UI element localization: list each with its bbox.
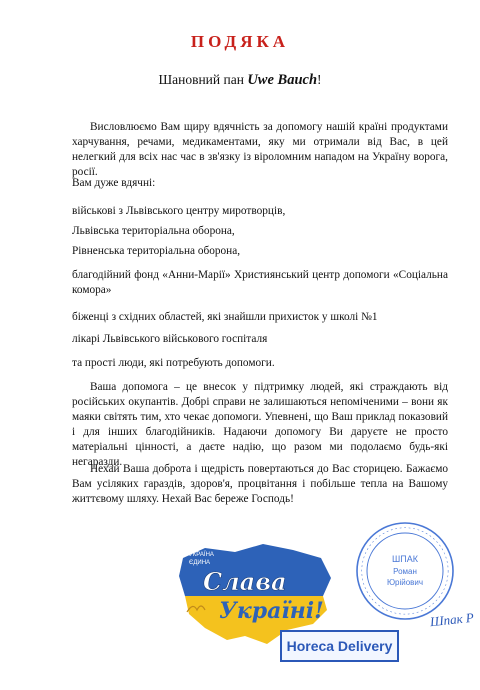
flag-text-1: Слава xyxy=(203,567,287,596)
paragraph-3-text: Нехай Ваша доброта і щедрість повертаються до Вас сторицею. Бажаємо Вам усіляких гараздів, здоров'я, процвітання і побільше тепла на Вашому життєвому шляху. Нехай Вас береже Господь! xyxy=(72,463,448,505)
list-item: Рівненська територіальна оборона, xyxy=(72,245,241,257)
greeting-suffix: ! xyxy=(317,72,322,87)
paragraph-1-text: Висловлюємо Вам щиру вдячність за допомогу нашій країні продуктами харчування, речами, медикаментами, яку ми отримали від Вас, в цей нелегкий для всіх нас час в зв'язку із віроломним нападом на Україну ворога, росії. xyxy=(72,121,448,178)
recipient-name: Uwe Bauch xyxy=(247,72,318,88)
greeting-prefix: Шановний пан xyxy=(158,72,248,87)
signature: Шпак Р xyxy=(429,609,475,630)
thanks-intro: Вам дуже вдячні: xyxy=(72,177,156,189)
list-item: біженці з східних областей, які знайшли прихисток у школі №1 xyxy=(72,311,378,323)
horeca-delivery-badge: Horeca Delivery xyxy=(280,630,399,662)
flag-small-text-2: ЄДИНА xyxy=(189,560,211,566)
list-item: лікарі Львівського військового госпіталя xyxy=(72,333,268,345)
stamp-seal xyxy=(354,520,456,622)
greeting-line xyxy=(0,72,480,89)
list-item: військові з Львівського центру миротворців, xyxy=(72,205,286,217)
list-item: та прості люди, які потребують допомоги. xyxy=(72,357,275,369)
paragraph-1 xyxy=(72,120,448,180)
list-item: Львівська територіальна оборона, xyxy=(72,225,235,237)
stamp-name-3: Юрійович xyxy=(386,578,424,587)
paragraph-2-text: Ваша допомога – це внесок у підтримку людей, які страждають від російських окупантів. Добрі справи не залишаються непоміченими – вони як маяки світять тим, хто чекає допомоги. Упевнені, що Ваш приклад показовий і для інших благодійників. Надаючи допомогу Ви даруєте не просто матеріальні цінності, а даєте надію, що разом ми подолаємо будь-які негаразди. xyxy=(72,381,448,468)
flag-text-2: Україні! xyxy=(219,598,324,624)
stamp-name-2: Роман xyxy=(393,567,417,576)
list-item: благодійний фонд «Анни-Марії» Християнський центр допомоги «Соціальна комора» xyxy=(72,269,448,296)
flag-small-text-1: УКРАЇНА xyxy=(189,552,214,558)
letter-title: ПОДЯКА xyxy=(190,32,290,51)
stamp-name-1: ШПАК xyxy=(392,554,418,564)
